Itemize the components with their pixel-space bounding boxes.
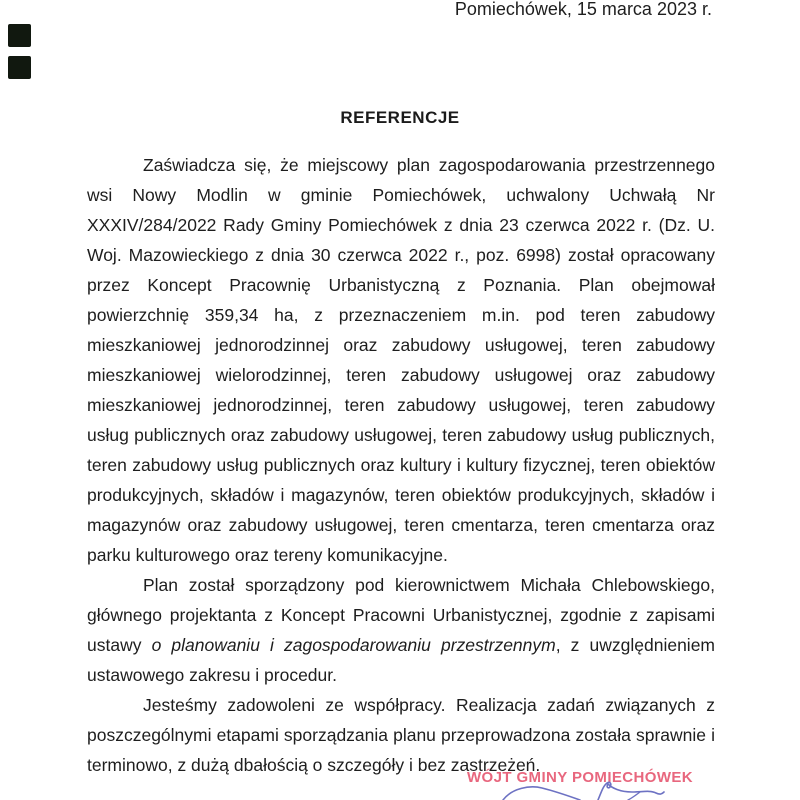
- redaction-mark: [8, 56, 31, 79]
- letter-body: [87, 150, 715, 780]
- date-line: Pomiechówek, 15 marca 2023 r.: [454, 0, 712, 19]
- paragraph-authorship-post: , z uwzględnieniem ustawowego zakresu i procedur.: [87, 635, 716, 685]
- law-title-italic: o planowaniu i zagospodarowaniu przestrzennym: [151, 635, 556, 655]
- paragraph-authorship: [87, 570, 715, 690]
- paragraph-authorship-pre: Plan został sporządzony pod kierownictwem Michała Chlebowskiego, głównego projektanta z Koncept Pracowni Urbanistycznej, zgodnie z zapisami ustawy: [87, 575, 715, 655]
- redaction-mark: [8, 24, 31, 47]
- paragraph-recommendation: Jesteśmy zadowoleni ze współpracy. Realizacja zadań związanych z poszczególnymi etapami sporządzania planu przeprowadzona została sprawnie i terminowo, z dużą dbałością o szczegóły i bez zastrzeżeń.: [87, 695, 715, 775]
- mayor-stamp-text: WÓJT GMINY POMIECHÓWEK: [466, 769, 694, 786]
- handwritten-signature-icon: [490, 780, 710, 800]
- paragraph-plan-description: Zaświadcza się, że miejscowy plan zagospodarowania przestrzennego wsi Nowy Modlin w gminie Pomiechówek, uchwalony Uchwałą Nr XXXIV/284/2022 Rady Gminy Pomiechówek z dnia 23 czerwca 2022 r. (Dz. U. Woj. Mazowieckiego z dnia 30 czerwca 2022 r., poz. 6998) został opracowany przez Koncept Pracownię Urbanistyczną z Poznania. Plan obejmował powierzchnię 359,34 ha, z przeznaczeniem m.in. pod teren zabudowy mieszkaniowej jednorodzinnej oraz zabudowy usługowej, teren zabudowy mieszkaniowej wielorodzinnej, teren zabudowy usługowej oraz zabudowy mieszkaniowej jednorodzinnej, teren zabudowy usługowej, teren zabudowy usług publicznych oraz zabudowy usługowej, teren zabudowy usług publicznych, teren zabudowy usług publicznych oraz kultury i kultury fizycznej, teren obiektów produkcyjnych, składów i magazynów, teren obiektów produkcyjnych, składów i magazynów oraz zabudowy usługowej, teren cmentarza, teren cmentarza oraz parku kulturowego oraz tereny komunikacyjne.: [87, 155, 715, 565]
- page-title: REFERENCJE: [340, 108, 460, 127]
